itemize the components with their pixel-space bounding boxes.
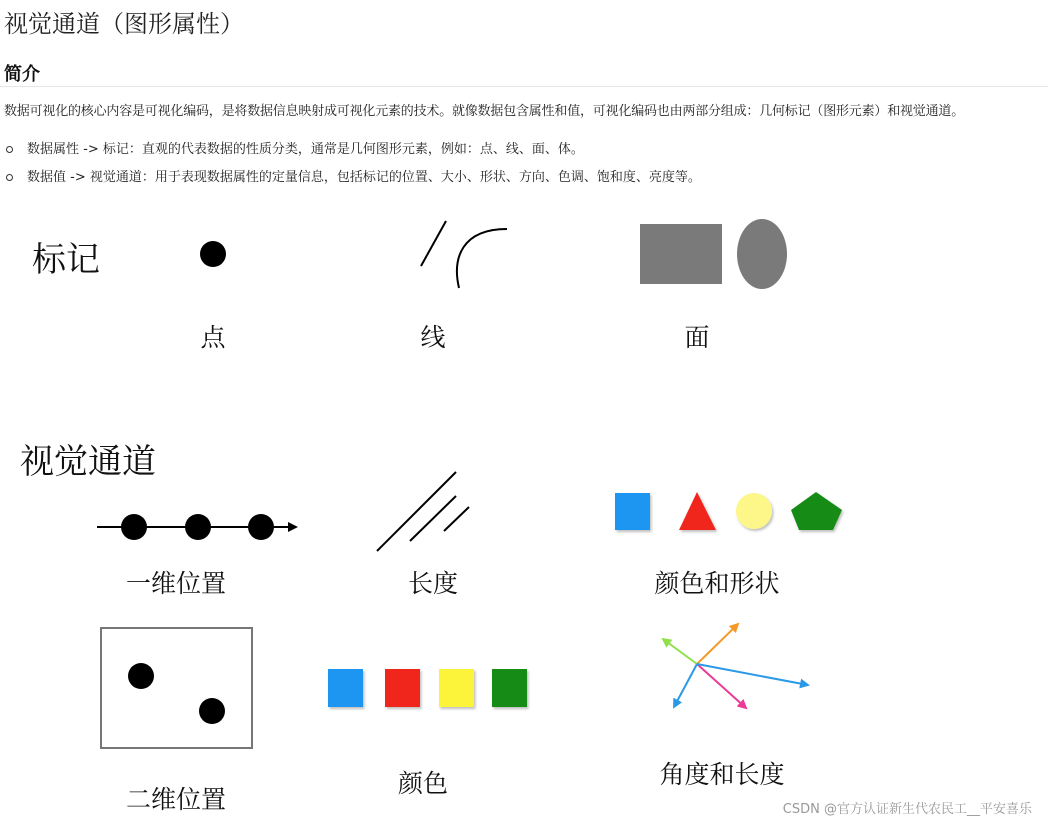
straight-line-mark	[421, 221, 446, 266]
pink-arrow	[697, 664, 746, 708]
red-triangle-shape	[679, 492, 716, 530]
orange-arrow	[697, 624, 738, 664]
blue-arrow	[697, 664, 808, 685]
watermark-text: CSDN @官方认证新生代农民工__平安喜乐	[782, 802, 1032, 817]
length-caption: 长度	[407, 569, 459, 598]
length-line	[410, 496, 456, 541]
position-dot	[248, 514, 274, 540]
position-2d-caption: 二维位置	[125, 785, 227, 814]
rectangle-area-mark	[640, 224, 722, 284]
color-shape-caption: 颜色和形状	[654, 569, 780, 598]
list-item-text: 数据值 -> 视觉通道：用于表现数据属性的定量信息，包括标记的位置、大小、形状、方向、色调、饱和度、亮度等。	[27, 170, 701, 185]
blue-arrow	[674, 664, 697, 707]
position-dot	[128, 663, 154, 689]
point-caption: 点	[200, 323, 226, 352]
color-caption: 颜色	[397, 769, 449, 798]
position-dot	[199, 698, 225, 724]
intro-paragraph: 数据可视化的核心内容是可视化编码，是将数据信息映射成可视化元素的技术。就像数据包含属性和值，可视化编码也由两部分组成：几何标记（图形元素）和视觉通道。	[4, 104, 965, 119]
ellipse-area-mark	[737, 219, 787, 289]
scatter-frame	[101, 628, 252, 748]
curved-line-mark	[457, 229, 507, 288]
list-item-text: 数据属性 -> 标记：直观的代表数据的性质分类，通常是几何图形元素，例如：点、线、面、体。	[27, 142, 584, 157]
position-dot	[121, 514, 147, 540]
length-line	[444, 507, 469, 531]
line-caption: 线	[420, 323, 446, 352]
red-color-swatch	[385, 669, 420, 707]
position-dot	[185, 514, 211, 540]
visual-channels-label: 视觉通道	[20, 442, 156, 482]
point-mark	[200, 241, 226, 267]
light-green-arrow	[663, 639, 697, 664]
blue-color-swatch	[328, 669, 363, 707]
page-title: 视觉通道（图形属性）	[4, 10, 244, 38]
length-line	[377, 472, 456, 551]
section-heading: 简介	[4, 64, 40, 85]
green-pentagon-shape	[791, 492, 842, 530]
marks-label: 标记	[32, 240, 100, 280]
area-caption: 面	[684, 323, 710, 352]
angle-length-caption: 角度和长度	[659, 760, 785, 789]
yellow-circle-shape	[736, 493, 772, 529]
green-color-swatch	[492, 669, 527, 707]
position-1d-caption: 一维位置	[125, 569, 227, 598]
yellow-color-swatch	[439, 669, 474, 707]
blue-square-shape	[615, 493, 650, 530]
